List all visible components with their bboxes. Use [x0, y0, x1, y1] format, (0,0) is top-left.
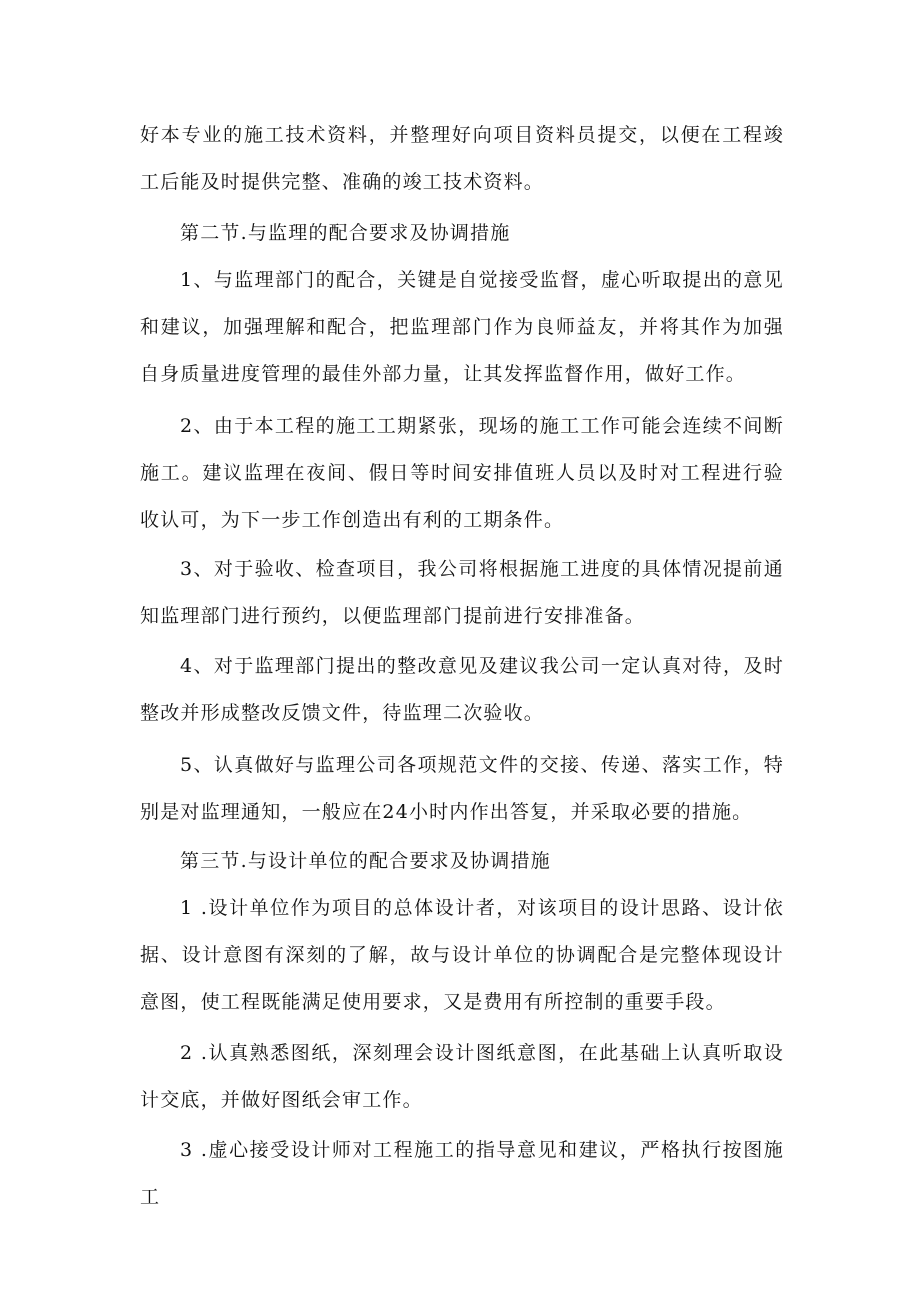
paragraph-design-2: 2 .认真熟悉图纸，深刻理会设计图纸意图，在此基础上认真听取设计交底，并做好图纸会审工作。 [140, 1042, 784, 1111]
paragraph-design-1: 1 .设计单位作为项目的总体设计者，对该项目的设计思路、设计依据、设计意图有深刻的了解，故与设计单位的协调配合是完整体现设计意图，使工程既能满足使用要求，又是费用有所控制的重要手段。 [140, 897, 784, 1013]
paragraph-item-5: 5、认真做好与监理公司各项规范文件的交接、传递、落实工作，特别是对监理通知，一般应在24小时内作出答复，并采取必要的措施。 [140, 754, 784, 823]
paragraph-item-3: 3、对于验收、检查项目，我公司将根据施工进度的具体情况提前通知监理部门进行预约，以便监理部门提前进行安排准备。 [140, 558, 784, 627]
paragraph-item-4: 4、对于监理部门提出的整改意见及建议我公司一定认真对待，及时整改并形成整改反馈文件，待监理二次验收。 [140, 655, 784, 724]
paragraph-item-1: 1、与监理部门的配合，关键是自觉接受监督，虚心听取提出的意见和建议，加强理解和配合，把监理部门作为良师益友，并将其作为加强自身质量进度管理的最佳外部力量，让其发挥监督作用，做好工作。 [140, 269, 784, 385]
paragraph-item-2: 2、由于本工程的施工工期紧张，现场的施工工作可能会连续不间断施工。建议监理在夜间、假日等时间安排值班人员以及时对工程进行验收认可，为下一步工作创造出有利的工期条件。 [140, 415, 784, 531]
section-heading-2: 第二节.与监理的配合要求及协调措施 [180, 222, 511, 244]
paragraph-design-3: 3 .虚心接受设计师对工程施工的指导意见和建议，严格执行按图施工 [140, 1139, 784, 1208]
section-heading-3: 第三节.与设计单位的配合要求及协调措施 [180, 850, 551, 872]
paragraph-continuation: 好本专业的施工技术资料，并整理好向项目资料员提交，以便在工程竣工后能及时提供完整、准确的竣工技术资料。 [140, 124, 784, 193]
